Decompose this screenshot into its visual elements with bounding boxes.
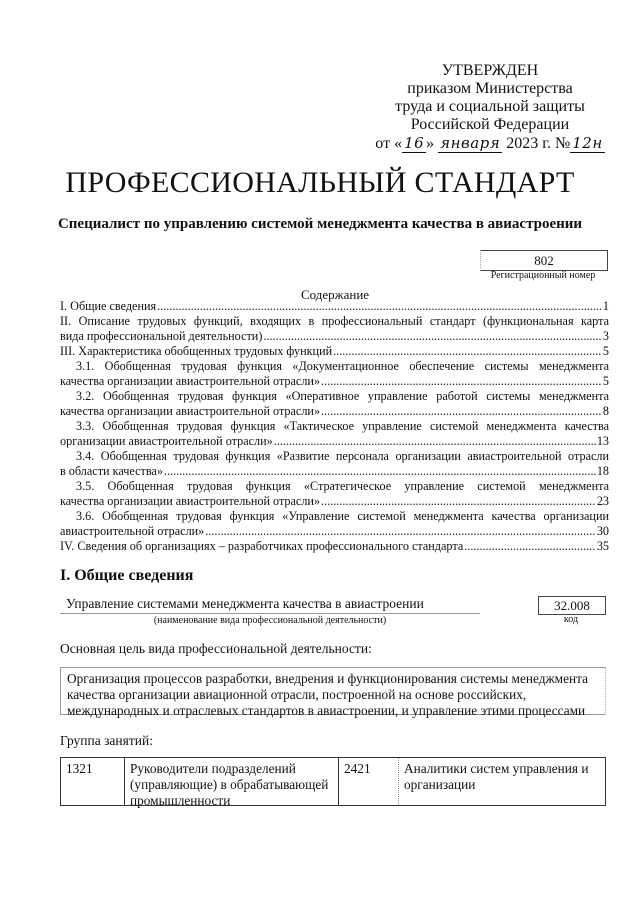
toc-leader [464,539,596,554]
occupation-name-cell [125,758,339,808]
document-subtitle: Специалист по управлению системой менеджмента качества в авиастроении [57,216,583,232]
toc-heading: Содержание [300,287,370,302]
toc-entry-s3[interactable] [60,344,609,359]
table-of-contents [60,299,609,554]
occupation-code-cell [61,758,125,805]
occupation-name-line: промышленности [130,793,231,808]
toc-entry-s34[interactable] [60,449,609,479]
approval-line-labor: труда и социальной защиты [395,98,585,115]
approval-line-ministry: приказом Министерства [407,80,573,97]
toc-leader [321,404,602,419]
occupation-name-line: Руководители подразделений [130,761,296,776]
toc-entry-s33[interactable] [60,419,609,449]
toc-entry-title: 3.2. Обобщенная трудовая функция «Оперативное управление работой системы менеджмента [76,389,609,403]
toc-entry-title-cont: качества организации авиастроительной отрасли» [60,494,321,508]
toc-leader [205,524,596,539]
toc-entry-title-cont: качества организации авиастроительной отрасли» [60,374,321,388]
section-heading-general: I. Общие сведения [60,567,194,584]
occupation-name-cell [399,758,605,805]
toc-page: 23 [596,494,609,508]
toc-entry-title-cont: качества организации авиастроительной отрасли» [60,404,321,418]
goal-line: Организация процессов разработки, внедрения и функционирования системы менеджмента [67,671,588,686]
toc-leader [321,494,596,509]
toc-entry-title: III. Характеристика обобщенных трудовых функций [60,344,333,358]
registration-number-box: 802 [480,250,608,271]
goal-text [67,671,588,719]
occupation-code: 2421 [344,761,371,776]
toc-page: 8 [602,404,609,418]
toc-entry-title: 3.6. Обобщенная трудовая функция «Управление системой менеджмента качества организации [76,509,609,523]
toc-entry-s36[interactable] [60,509,609,539]
toc-entry-s32[interactable] [60,389,609,419]
activity-underline [60,613,480,614]
occupation-group-table [60,757,606,806]
goal-line: качества организации авиационной отрасли, построенной на основе российских, [67,687,527,702]
toc-entry-title-cont: авиастроительной отрасли» [60,524,205,538]
toc-page: 5 [602,374,609,388]
toc-entry-title: II. Описание трудовых функций, входящих в профессиональный стандарт (функциональная карта [60,314,609,328]
activity-code-box: 32.008 [538,596,606,615]
occupation-name-line: организации [404,777,476,792]
toc-page: 18 [596,464,609,478]
toc-entry-title: 3.5. Обобщенная трудовая функция «Стратегическое управление системой менеджмента [76,479,609,493]
date-prefix: от « [375,135,403,152]
toc-leader [333,344,602,359]
handwritten-day: 16 [404,134,425,152]
approval-date-line [360,134,620,153]
toc-entry-title-cont: вида профессиональной деятельности) [60,329,263,343]
date-mid: » [426,135,435,152]
goal-label: Основная цель вида профессиональной деятельности: [60,641,372,656]
toc-entry-title-cont: организации авиастроительной отрасли» [60,434,273,448]
approval-title: УТВЕРЖДЕН [441,62,539,79]
toc-entry-s35[interactable] [60,479,609,509]
toc-entry-s1[interactable] [60,299,609,314]
toc-page: 3 [602,329,609,343]
toc-page: 35 [596,539,609,553]
toc-entry-title-cont: в области качества» [60,464,163,478]
date-year: 2023 г. № [506,135,571,152]
toc-page: 1 [602,299,609,313]
document-title: ПРОФЕССИОНАЛЬНЫЙ СТАНДАРТ [65,166,575,199]
approval-line-country: Российской Федерации [410,116,570,133]
toc-entry-title: IV. Сведения об организациях – разработчиках профессионального стандарта [60,539,464,553]
goal-box [60,667,606,718]
toc-page: 5 [602,344,609,358]
activity-name: Управление системами менеджмента качества в авиастроении [66,596,424,611]
toc-leader [164,464,596,479]
goal-line: международных и отраслевых стандартов в авиастроении, и управление этими процессами [67,703,586,718]
toc-leader [263,329,602,344]
toc-entry-title: 3.3. Обобщенная трудовая функция «Тактическое управление системой менеджмента качества [76,419,609,433]
occupation-name-line: Аналитики систем управления и [404,761,589,776]
occupation-code-cell [339,758,399,805]
handwritten-number: 12н [572,134,603,152]
toc-leader [157,299,602,314]
toc-entry-title: 3.1. Обобщенная трудовая функция «Документационное обеспечение системы менеджмента [76,359,609,373]
occupation-name-line: (управляющие) в обрабатывающей [130,777,329,792]
toc-entry-title: 3.4. Обобщенная трудовая функция «Развитие персонала организации авиастроительной отрасли [76,449,609,463]
occupation-group-label: Группа занятий: [60,733,153,748]
activity-code-caption: код [563,614,579,625]
toc-page: 13 [596,434,609,448]
handwritten-month: января [440,134,501,152]
toc-entry-s31[interactable] [60,359,609,389]
toc-entry-s2[interactable] [60,314,609,344]
registration-caption: Регистрационный номер [490,270,596,281]
toc-entry-title: I. Общие сведения [60,299,157,313]
occupation-code: 1321 [66,761,93,776]
approval-block [360,62,620,153]
toc-leader [321,374,602,389]
activity-caption: (наименование вида профессиональной деятельности) [153,615,387,626]
toc-page: 30 [596,524,609,538]
toc-entry-s4[interactable] [60,539,609,554]
toc-leader [274,434,596,449]
